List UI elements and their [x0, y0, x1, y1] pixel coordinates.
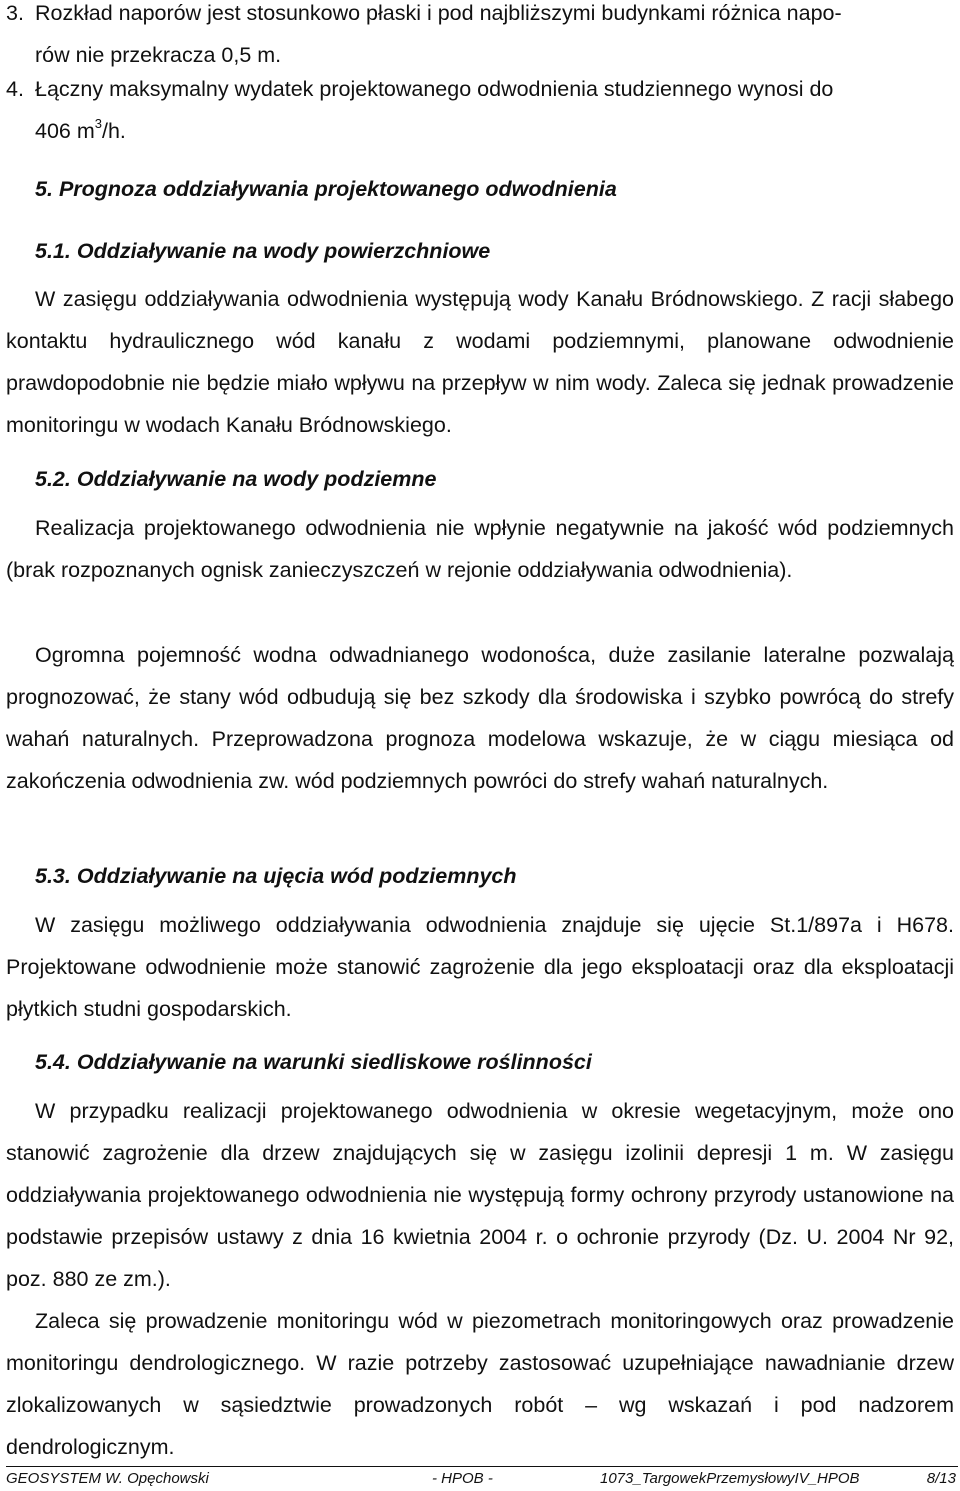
- page-footer: [6, 1466, 958, 1491]
- section-number: 5.1.: [35, 239, 71, 263]
- list-item-number: 3.: [6, 1, 24, 25]
- section-title: Prognoza oddziaływania projektowanego odwodnienia: [58, 177, 617, 201]
- section-heading-5-3: [35, 855, 517, 897]
- section-title: Oddziaływanie na wody powierzchniowe: [76, 239, 491, 263]
- footer-middle: - HPOB -: [432, 1470, 493, 1487]
- paragraph-5-3: W zasięgu możliwego oddziaływania odwodnienia znajduje się ujęcie St.1/897a i H678. Projektowane odwodnienie może stanowić zagrożenie dla jego eksploatacji oraz dla eksploatacji płytkich studni gospodarskich.: [6, 913, 954, 1021]
- section-title: Oddziaływanie na ujęcia wód podziemnych: [76, 864, 517, 888]
- section-title: Oddziaływanie na warunki siedliskowe roślinności: [76, 1050, 592, 1074]
- section-heading-5-1: [35, 230, 490, 272]
- section-number: 5.2.: [35, 467, 71, 491]
- paragraph-5-4-b: Zaleca się prowadzenie monitoringu wód w piezometrach monitoringowych oraz prowadzenie monitoringu dendrologicznego. W razie potrzeby zastosować uzupełniające nawadnianie drzew zlokalizowanych w sąsiedztwie prowadzonych robót – wg wskazań i pod nadzorem dendrologicznym.: [6, 1309, 954, 1459]
- footer-company: GEOSYSTEM W. Opęchowski: [6, 1470, 209, 1487]
- section-heading-5-2: [35, 458, 436, 500]
- paragraph-5-4-a: W przypadku realizacji projektowanego odwodnienia w okresie wegetacyjnym, może ono stanowić zagrożenie dla drzew znajdujących się w zasięgu izolinii depresji 1 m. W zasięgu oddziaływania projektowanego odwodnienia nie występują formy ochrony przyrody ustanowione na podstawie przepisów ustawy z dnia 16 kwietnia 2004 r. o ochronie przyrody (Dz. U. 2004 Nr 92, poz. 880 ze zm.).: [6, 1099, 954, 1291]
- section-number: 5.: [35, 177, 53, 201]
- list-item-text-line1: Rozkład naporów jest stosunkowo płaski i pod najbliższymi budynkami różnica napo-: [35, 1, 842, 25]
- paragraph-5-2-a: Realizacja projektowanego odwodnienia nie wpłynie negatywnie na jakość wód podziemnych (brak rozpoznanych ognisk zanieczyszczeń w rejonie oddziaływania odwodnienia).: [6, 516, 954, 582]
- list-item-text-line2-pre: 406 m: [35, 119, 95, 143]
- list-item-3: [6, 0, 954, 76]
- section-heading-5: [35, 168, 617, 210]
- paragraph-5-2-b: Ogromna pojemność wodna odwadnianego wodonośca, duże zasilanie lateralne pozwalają prognozować, że stany wód odbudują się bez szkody dla środowiska i szybko powrócą do strefy wahań naturalnych. Przeprowadzona prognoza modelowa wskazuje, że w ciągu miesiąca od zakończenia odwodnienia zw. wód podziemnych powróci do strefy wahań naturalnych.: [6, 643, 954, 793]
- section-title: Oddziaływanie na wody podziemne: [76, 467, 437, 491]
- section-number: 5.3.: [35, 864, 71, 888]
- list-item-text-line1: Łączny maksymalny wydatek projektowanego odwodnienia studziennego wynosi do: [35, 77, 834, 101]
- paragraph-5-1: W zasięgu oddziaływania odwodnienia występują wody Kanału Bródnowskiego. Z racji słabego kontaktu hydraulicznego wód kanału z wodami podziemnymi, planowane odwodnienie prawdopodobnie nie będzie miało wpływu na przepływ w nim wody. Zaleca się jednak prowadzenie monitoringu w wodach Kanału Bródnowskiego.: [6, 287, 954, 437]
- section-number: 5.4.: [35, 1050, 71, 1074]
- list-item-text-line2-post: /h.: [102, 119, 126, 143]
- list-item-number: 4.: [6, 77, 24, 101]
- section-heading-5-4: [35, 1041, 592, 1083]
- footer-file-name: 1073_TargowekPrzemysłowyIV_HPOB: [600, 1470, 860, 1487]
- footer-page-number: 8/13: [926, 1470, 956, 1487]
- superscript: 3: [94, 115, 102, 131]
- list-item-text-line2: rów nie przekracza 0,5 m.: [35, 43, 282, 67]
- list-item-4: [6, 68, 954, 152]
